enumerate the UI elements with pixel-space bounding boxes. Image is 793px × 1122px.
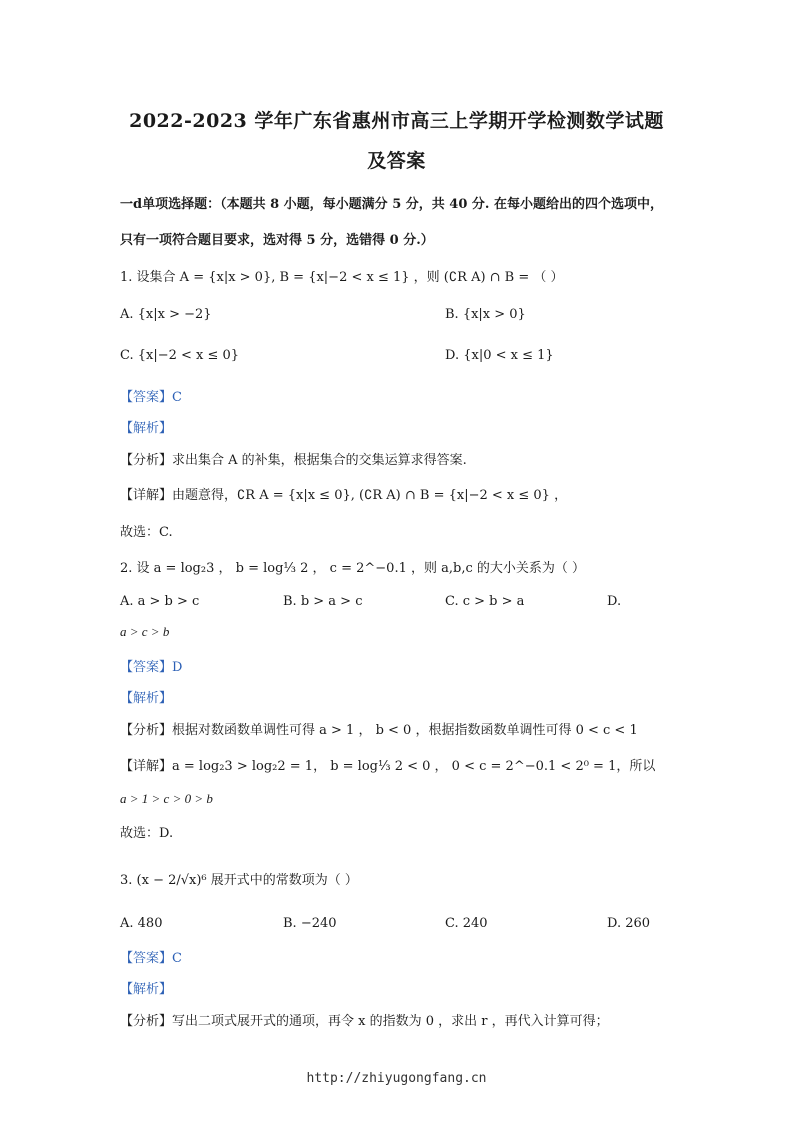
q2-option-c: C. c > b > a <box>445 594 525 609</box>
q1-detail: 【详解】由题意得，∁R A = {x|x ≤ 0}, (∁R A) ∩ B = {x|−2 < x ≤ 0} ， <box>120 488 568 503</box>
q1-option-d: D. {x|0 < x ≤ 1} <box>445 348 554 363</box>
q1-option-a: A. {x|x > −2} <box>120 307 212 322</box>
section-heading-line1: 一d单项选择题：（本题共 8 小题，每小题满分 5 分，共 40 分. 在每小题给出的四个选项中， <box>120 197 663 212</box>
q3-option-a: A. 480 <box>120 916 163 931</box>
q3-option-b: B. −240 <box>283 916 337 931</box>
q3-answer: 【答案】C <box>120 951 182 966</box>
q1-stem: 1. 设集合 A = {x|x > 0}, B = {x|−2 < x ≤ 1} ，则 (∁R A) ∩ B = （ ） <box>120 270 564 285</box>
footer-url: http://zhiyugongfang.cn <box>306 1071 487 1086</box>
q2-jiexi-label: 【解析】 <box>120 691 173 706</box>
q1-answer: 【答案】C <box>120 390 182 405</box>
q1-analysis: 【分析】求出集合 A 的补集，根据集合的交集运算求得答案. <box>120 453 467 468</box>
q3-stem: 3. (x − 2/√x)⁶ 展开式中的常数项为（ ） <box>120 873 358 888</box>
q2-option-d: D. <box>607 594 622 609</box>
q1-jiexi-label: 【解析】 <box>120 421 173 436</box>
q3-jiexi-label: 【解析】 <box>120 982 173 997</box>
q2-stem: 2. 设 a = log₂3 ， b = log⅓ 2 ， c = 2^−0.1 ，则 a,b,c 的大小关系为（ ） <box>120 561 585 576</box>
q3-option-d: D. 260 <box>607 916 651 931</box>
document-title-line1: 2022-2023 学年广东省惠州市高三上学期开学检测数学试题 <box>129 110 664 132</box>
document-title-line2: 及答案 <box>367 150 426 172</box>
q2-answer: 【答案】D <box>120 660 183 675</box>
q2-option-a: A. a > b > c <box>120 594 200 609</box>
q1-option-b: B. {x|x > 0} <box>445 307 526 322</box>
q2-detail: 【详解】a = log₂3 > log₂2 = 1， b = log⅓ 2 < 0 ， 0 < c = 2^−0.1 < 2⁰ = 1，所以 <box>120 759 656 774</box>
q1-option-c: C. {x|−2 < x ≤ 0} <box>120 348 240 363</box>
q2-detail-conclusion: a > 1 > c > 0 > b <box>120 791 213 806</box>
section-heading-line2: 只有一项符合题目要求，选对得 5 分，选错得 0 分.） <box>120 233 434 248</box>
q3-analysis: 【分析】写出二项式展开式的通项，再令 x 的指数为 0 ，求出 r ，再代入计算可得； <box>120 1014 609 1029</box>
q2-option-b: B. b > a > c <box>283 594 363 609</box>
q2-option-d-value: a > c > b <box>120 624 170 639</box>
q2-analysis: 【分析】根据对数函数单调性可得 a > 1 ， b < 0 ，根据指数函数单调性可得 0 < c < 1 <box>120 723 638 738</box>
q1-choice: 故选：C. <box>120 525 173 540</box>
q2-choice: 故选：D. <box>120 826 174 841</box>
q3-option-c: C. 240 <box>445 916 488 931</box>
